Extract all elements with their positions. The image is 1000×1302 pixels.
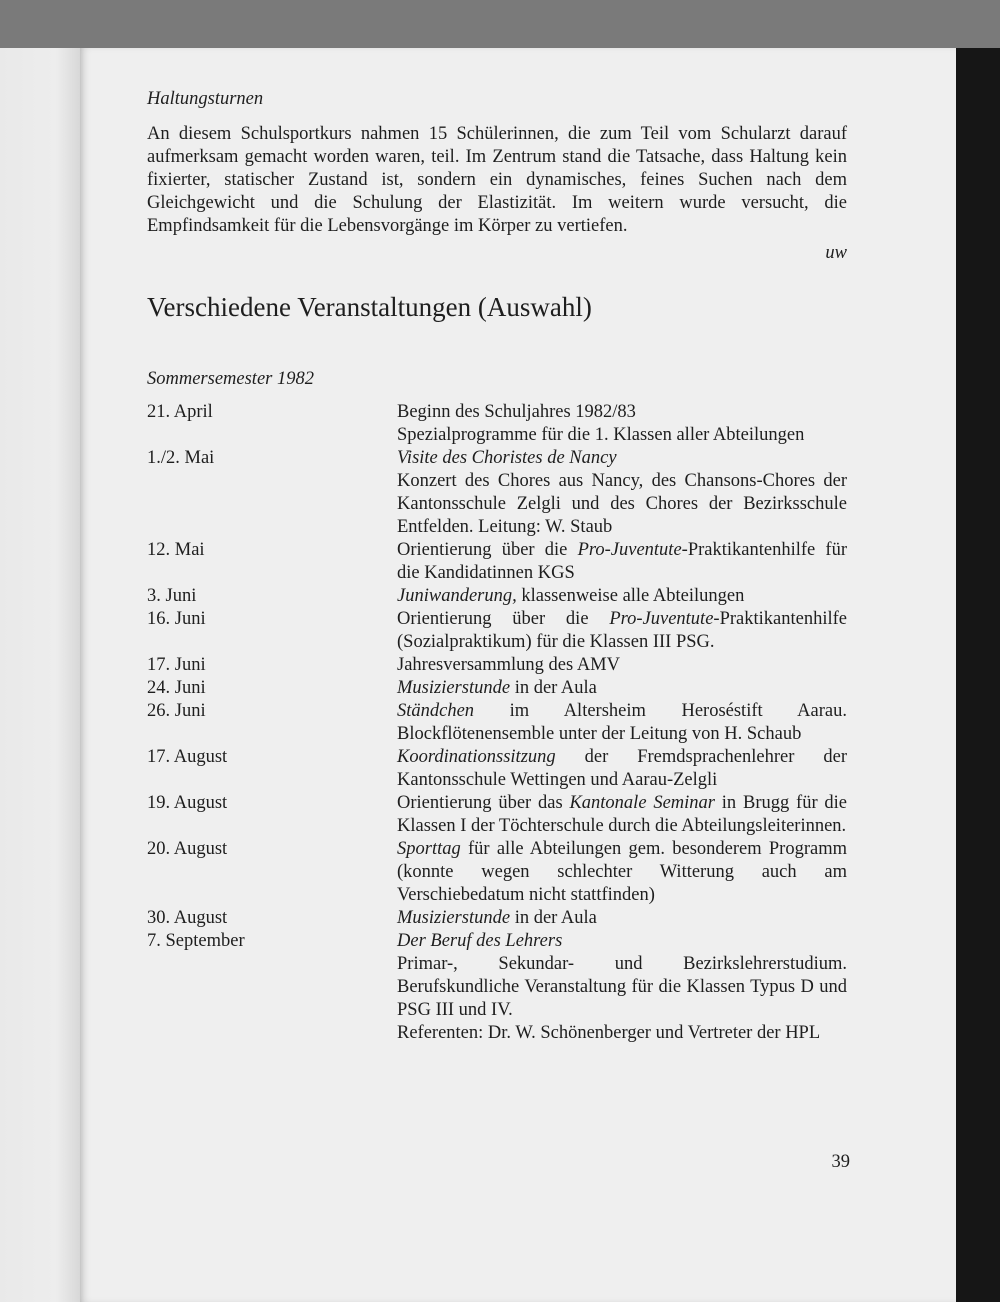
event-text: Primar-, Sekundar- und Bezirkslehrerstudium. Berufskundliche Veranstaltung für die Klassen Typus D und PSG III und IV. [397,954,847,1020]
event-text: -Praktikantenhilfe (Sozialpraktikum) für die Klassen III PSG. [397,609,847,652]
event-date: 17. August [147,747,228,767]
event-line [397,930,847,953]
event-date: 1./2. Mai [147,448,215,468]
event-line [397,1022,847,1045]
event-text: Spezialprogramme für die 1. Klassen aller Abteilungen [397,425,805,445]
event-text: Beginn des Schuljahres 1982/83 [397,402,636,422]
event-title-italic: Pro-Juventute [609,609,714,629]
event-date: 17. Juni [147,655,206,675]
event-title-italic: Koordinationssitzung [397,747,556,767]
event-line [397,585,847,608]
section-title-haltungsturnen: Haltungsturnen [147,89,264,109]
event-date: 21. April [147,402,213,422]
event-row [147,907,847,930]
event-row [147,585,847,608]
event-text: klassenweise alle Abteilungen [516,586,745,606]
event-text: Orientierung über die [397,540,578,560]
event-title-italic: Sporttag [397,839,461,859]
events-heading: Verschiedene Veranstaltungen (Auswahl) [147,292,592,322]
event-title-italic: Kantonale Seminar [569,793,715,813]
semester-label: Sommersemester 1982 [147,369,314,389]
event-description [397,930,847,1045]
event-date: 30. August [147,908,228,928]
event-text: für alle Abteilungen gem. besonderem Programm (konnte wegen schlechter Witterung auch am Verschiebedatum nicht stattfinden) [397,839,847,905]
event-description [397,585,847,608]
author-initials: uw [825,243,847,263]
event-row [147,746,847,792]
event-description [397,677,847,700]
event-line [397,447,847,470]
event-description [397,907,847,930]
event-title-italic: Musizierstunde [397,908,511,928]
event-description [397,539,847,585]
event-line [397,700,847,746]
event-title-italic: Juniwanderung, [397,586,517,606]
section-paragraph: An diesem Schulsportkurs nahmen 15 Schülerinnen, die zum Teil vom Schularzt darauf aufmerksam gemacht worden waren, teil. Im Zentrum stand die Tatsache, dass Haltung kein fixierter, statischer Zustand ist, sondern ein dynamisches, feines Suchen nach dem Gleichgewicht und die Schulung der Elastizität. Im weitern wurde versucht, die Empfindsamkeit für die Lebensvorgänge im Körper zu vertiefen. [147,124,847,236]
event-text: -Praktikantenhilfe für die Kandidatinnen KGS [397,540,847,583]
event-row [147,838,847,907]
event-title-italic: Pro-Juventute [577,540,682,560]
event-text: der Fremdsprachenlehrer der Kantonsschule Wettingen und Aarau-Zelgli [397,747,847,790]
event-title-italic: Der Beruf des Lehrers [397,931,563,951]
event-description [397,700,847,746]
facing-page-edge [0,48,80,1302]
event-line [397,424,847,447]
event-description [397,608,847,654]
event-text: Orientierung über die [397,609,610,629]
event-text: Jahresversammlung des AMV [397,655,620,675]
event-title-italic: Ständchen [397,701,475,721]
event-text: Konzert des Chores aus Nancy, des Chansons-Chores der Kantonsschule Zelgli und des Chores der Bezirksschule Entfelden. Leitung: W. Staub [397,471,847,537]
event-row [147,700,847,746]
event-description [397,447,847,539]
event-row [147,792,847,838]
event-line [397,539,847,585]
event-line [397,470,847,539]
event-text: im Altersheim Heroséstift Aarau. Blockflötenensemble unter der Leitung von H. Schaub [397,701,847,744]
scan-border [956,48,1000,1302]
event-description [397,792,847,838]
event-date: 16. Juni [147,609,206,629]
event-line [397,608,847,654]
event-text: Referenten: Dr. W. Schönenberger und Vertreter der HPL [397,1023,821,1043]
event-description [397,401,847,447]
page-content [147,88,847,1045]
event-date: 3. Juni [147,586,197,606]
event-row [147,539,847,585]
event-text: in der Aula [510,908,597,928]
event-title-italic: Musizierstunde [397,678,511,698]
event-line [397,953,847,1022]
event-line [397,401,847,424]
event-row [147,930,847,1045]
event-line [397,677,847,700]
page-number: 39 [831,1152,850,1172]
event-date: 20. August [147,839,228,859]
event-date: 26. Juni [147,701,206,721]
event-date: 12. Mai [147,540,205,560]
event-row [147,654,847,677]
event-date: 7. September [147,931,245,951]
event-line [397,792,847,838]
events-list [147,401,847,1045]
event-line [397,838,847,907]
event-row [147,608,847,654]
event-title-italic: Visite des Choristes de Nancy [397,448,617,468]
event-row [147,401,847,447]
event-description [397,838,847,907]
event-line [397,907,847,930]
event-line [397,654,847,677]
event-description [397,746,847,792]
event-row [147,677,847,700]
event-text: Orientierung über das [397,793,570,813]
event-description [397,654,847,677]
event-text: in Brugg für die Klassen I der Töchterschule durch die Abteilungsleiterinnen. [397,793,847,836]
event-line [397,746,847,792]
event-date: 24. Juni [147,678,206,698]
event-date: 19. August [147,793,228,813]
event-row [147,447,847,539]
event-text: in der Aula [510,678,597,698]
